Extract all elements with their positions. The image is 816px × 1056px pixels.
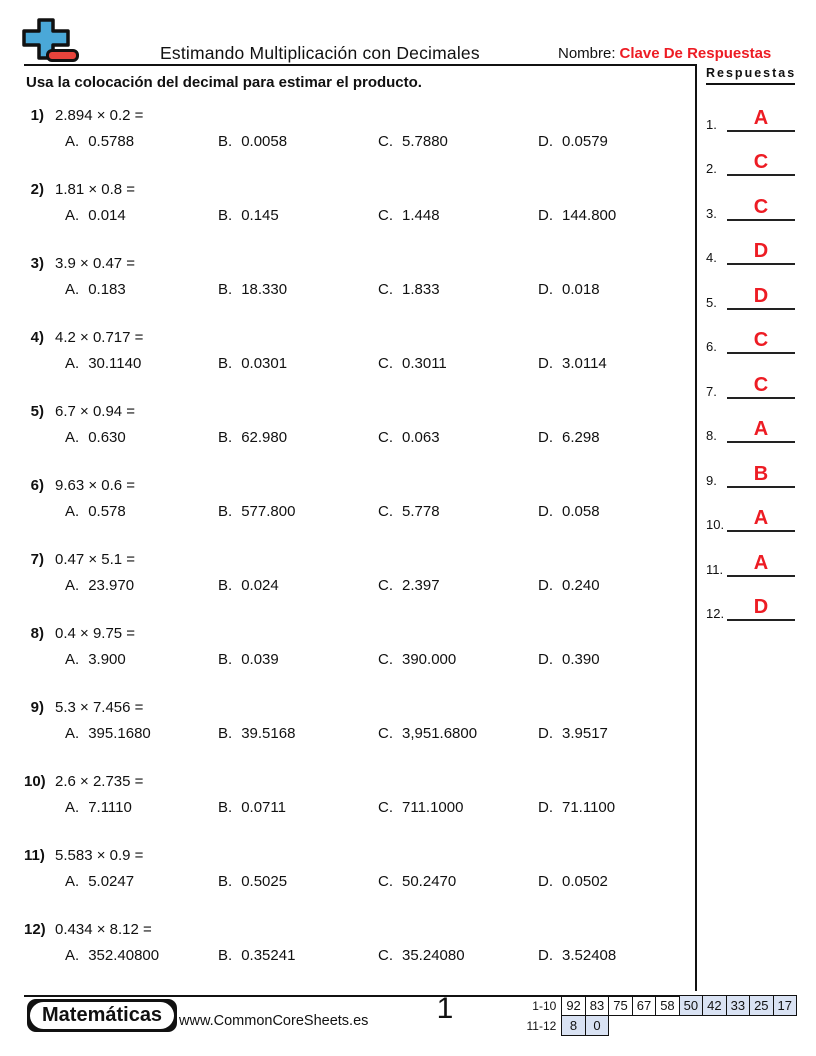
option-value: 1.448 xyxy=(402,207,440,224)
option-value: 3.900 xyxy=(88,651,126,668)
option-c xyxy=(378,946,538,965)
answer-blank xyxy=(727,375,795,399)
option-d xyxy=(538,946,692,965)
option-d xyxy=(538,206,692,225)
score-cell: 25 xyxy=(750,996,773,1016)
option-label: A. xyxy=(65,799,80,816)
question-prompt: 2.894 × 0.2 = xyxy=(55,107,144,124)
option-value: 0.024 xyxy=(241,577,279,594)
option-value: 5.7880 xyxy=(402,133,448,150)
question-item xyxy=(24,772,692,846)
option-value: 5.778 xyxy=(402,503,440,520)
option-value: 3.9517 xyxy=(562,725,608,742)
answer-number: 2. xyxy=(706,161,717,176)
option-value: 0.5025 xyxy=(241,873,288,890)
score-cell: 42 xyxy=(703,996,726,1016)
question-head xyxy=(24,180,692,199)
answer-letter: A xyxy=(753,507,769,529)
score-cell: 33 xyxy=(726,996,749,1016)
option-c xyxy=(378,576,538,595)
option-value: 0.0301 xyxy=(241,355,288,372)
answer-blank xyxy=(727,553,795,577)
score-row-label: 11-12 xyxy=(526,1018,557,1033)
option-value: 35.24080 xyxy=(402,947,465,964)
option-value: 0.240 xyxy=(562,577,600,594)
answer-row xyxy=(706,176,795,221)
answer-number: 8. xyxy=(706,428,717,443)
option-d xyxy=(538,132,692,151)
option-c xyxy=(378,280,538,299)
option-value: 1.833 xyxy=(402,281,440,298)
score-row xyxy=(527,996,797,1016)
option-b xyxy=(218,576,378,595)
option-c xyxy=(378,798,538,817)
question-item xyxy=(24,846,692,920)
options-row xyxy=(24,502,692,521)
option-value: 5.0247 xyxy=(88,873,135,890)
option-label: C. xyxy=(378,577,393,594)
page-title: Estimando Multiplicación con Decimales xyxy=(160,43,480,63)
answer-row xyxy=(706,399,795,444)
option-value: 395.1680 xyxy=(88,725,151,742)
answer-number: 9. xyxy=(706,472,717,488)
answer-number: 1. xyxy=(706,116,717,132)
option-value: 39.5168 xyxy=(241,725,296,742)
question-prompt: 5.3 × 7.456 = xyxy=(55,699,144,716)
option-label: A. xyxy=(65,873,80,890)
answer-number: 3. xyxy=(706,205,717,221)
answer-row xyxy=(706,221,795,266)
option-value: 352.40800 xyxy=(88,947,160,964)
option-value: 3,951.6800 xyxy=(402,725,478,742)
brand-badge-label: Matemáticas xyxy=(30,1002,174,1029)
answer-blank xyxy=(727,597,795,621)
option-value: 0.0579 xyxy=(562,133,608,150)
option-value: 0.3011 xyxy=(402,355,447,372)
question-number: 1) xyxy=(30,107,44,124)
answer-blank xyxy=(727,241,795,265)
option-label: D. xyxy=(538,503,553,520)
option-value: 0.014 xyxy=(88,207,126,224)
option-d xyxy=(538,576,692,595)
option-value: 0.390 xyxy=(562,651,600,668)
option-value: 0.058 xyxy=(562,503,600,520)
question-prompt: 3.9 × 0.47 = xyxy=(55,255,136,272)
answer-letter: D xyxy=(753,240,769,262)
questions-list xyxy=(24,106,692,994)
minus-icon xyxy=(46,49,79,62)
question-item xyxy=(24,920,692,994)
option-label: B. xyxy=(218,503,233,520)
option-value: 3.0114 xyxy=(562,355,607,372)
option-value: 0.0711 xyxy=(241,799,286,816)
option-label: C. xyxy=(378,947,393,964)
score-cell: 75 xyxy=(609,996,632,1016)
option-label: C. xyxy=(378,429,393,446)
question-prompt: 0.47 × 5.1 = xyxy=(55,551,136,568)
option-label: A. xyxy=(65,133,80,150)
options-row xyxy=(24,354,692,373)
question-number: 10) xyxy=(24,773,46,790)
option-b xyxy=(218,354,378,373)
question-number: 8) xyxy=(30,625,44,642)
option-value: 144.800 xyxy=(562,207,617,224)
option-label: D. xyxy=(538,873,553,890)
question-head xyxy=(24,254,692,273)
question-head xyxy=(24,476,692,495)
option-label: A. xyxy=(65,429,80,446)
answer-number: 11. xyxy=(706,561,724,577)
option-value: 3.52408 xyxy=(562,947,617,964)
option-d xyxy=(538,650,692,669)
option-b xyxy=(218,872,378,891)
option-value: 711.1000 xyxy=(402,799,464,816)
answer-letter: D xyxy=(753,284,769,307)
answers-list xyxy=(706,87,795,621)
option-c xyxy=(378,132,538,151)
option-label: B. xyxy=(218,725,233,742)
option-value: 18.330 xyxy=(241,281,288,298)
option-a xyxy=(65,354,218,373)
answer-row xyxy=(706,265,795,310)
website-url: www.CommonCoreSheets.es xyxy=(179,1013,369,1029)
options-row xyxy=(24,132,692,151)
answer-row xyxy=(706,310,795,355)
question-item xyxy=(24,624,692,698)
answer-blank xyxy=(727,152,795,176)
question-item xyxy=(24,476,692,550)
option-label: B. xyxy=(218,651,233,668)
option-value: 0.0058 xyxy=(241,133,288,150)
option-value: 7.1110 xyxy=(88,799,132,816)
option-a xyxy=(65,946,218,965)
answers-panel xyxy=(706,66,795,621)
option-a xyxy=(65,650,218,669)
option-label: D. xyxy=(538,947,553,964)
options-row xyxy=(24,280,692,299)
option-d xyxy=(538,724,692,743)
option-value: 0.0502 xyxy=(562,873,608,890)
option-a xyxy=(65,724,218,743)
options-row xyxy=(24,946,692,965)
answer-letter: A xyxy=(753,551,769,574)
question-prompt: 6.7 × 0.94 = xyxy=(55,403,136,420)
option-a xyxy=(65,798,218,817)
option-label: D. xyxy=(538,725,553,742)
answer-blank xyxy=(727,419,795,443)
option-d xyxy=(538,502,692,521)
answer-letter: B xyxy=(753,462,769,485)
option-b xyxy=(218,206,378,225)
question-number: 3) xyxy=(30,255,44,272)
option-a xyxy=(65,502,218,521)
question-head xyxy=(24,550,692,569)
option-b xyxy=(218,502,378,521)
option-c xyxy=(378,428,538,447)
question-head xyxy=(24,402,692,421)
option-a xyxy=(65,428,218,447)
answer-row xyxy=(706,132,795,177)
question-head xyxy=(24,772,692,791)
option-c xyxy=(378,724,538,743)
answer-row xyxy=(706,532,795,577)
option-b xyxy=(218,132,378,151)
score-row-label: 1-10 xyxy=(532,998,557,1013)
question-item xyxy=(24,698,692,772)
question-prompt: 1.81 × 0.8 = xyxy=(55,181,136,198)
option-a xyxy=(65,132,218,151)
question-number: 9) xyxy=(30,699,44,716)
answer-row xyxy=(706,443,795,488)
option-label: C. xyxy=(378,725,393,742)
score-cell: 50 xyxy=(679,996,702,1016)
option-label: A. xyxy=(65,355,80,372)
answer-letter: C xyxy=(753,195,769,218)
question-number: 2) xyxy=(30,181,44,198)
answer-number: 7. xyxy=(706,383,717,399)
name-value: Clave De Respuestas xyxy=(619,45,772,62)
options-row xyxy=(24,724,692,743)
answer-number: 5. xyxy=(706,294,717,310)
option-label: C. xyxy=(378,355,393,372)
answers-panel-title: Respuestas xyxy=(706,66,795,85)
option-label: A. xyxy=(65,651,80,668)
header-divider xyxy=(24,64,696,66)
option-a xyxy=(65,280,218,299)
answer-row xyxy=(706,488,795,533)
option-c xyxy=(378,206,538,225)
option-c xyxy=(378,650,538,669)
math-logo xyxy=(22,18,82,66)
option-label: D. xyxy=(538,133,553,150)
sidebar-divider xyxy=(695,64,697,991)
answer-row xyxy=(706,354,795,399)
option-d xyxy=(538,798,692,817)
question-prompt: 2.6 × 2.735 = xyxy=(55,773,144,790)
option-a xyxy=(65,206,218,225)
option-value: 577.800 xyxy=(241,503,296,520)
option-b xyxy=(218,724,378,743)
question-item xyxy=(24,402,692,476)
option-value: 2.397 xyxy=(402,577,440,594)
answer-row xyxy=(706,577,795,622)
answer-blank xyxy=(727,197,795,221)
option-label: D. xyxy=(538,281,553,298)
question-head xyxy=(24,624,692,643)
options-row xyxy=(24,798,692,817)
option-label: D. xyxy=(538,429,553,446)
option-d xyxy=(538,872,692,891)
answer-blank xyxy=(727,286,795,310)
option-value: 50.2470 xyxy=(402,873,457,890)
question-item xyxy=(24,106,692,180)
option-a xyxy=(65,872,218,891)
question-number: 4) xyxy=(30,329,44,346)
option-b xyxy=(218,946,378,965)
question-prompt: 4.2 × 0.717 = xyxy=(55,329,144,346)
question-head xyxy=(24,328,692,347)
score-cell: 67 xyxy=(632,996,655,1016)
option-label: B. xyxy=(218,355,233,372)
option-label: B. xyxy=(218,281,233,298)
question-item xyxy=(24,180,692,254)
option-value: 62.980 xyxy=(241,429,288,446)
option-label: C. xyxy=(378,873,393,890)
option-label: C. xyxy=(378,281,393,298)
option-value: 0.183 xyxy=(88,281,126,298)
question-number: 12) xyxy=(24,921,46,938)
score-cell: 83 xyxy=(585,996,608,1016)
option-value: 71.1100 xyxy=(562,799,616,816)
answer-letter: A xyxy=(753,106,769,129)
option-d xyxy=(538,354,692,373)
option-value: 0.063 xyxy=(402,429,440,446)
option-label: B. xyxy=(218,133,233,150)
option-label: D. xyxy=(538,577,553,594)
option-label: C. xyxy=(378,651,393,668)
option-label: C. xyxy=(378,503,393,520)
options-row xyxy=(24,576,692,595)
option-a xyxy=(65,576,218,595)
option-value: 0.018 xyxy=(562,281,600,298)
score-cell: 8 xyxy=(562,1016,585,1036)
question-head xyxy=(24,698,692,717)
option-label: D. xyxy=(538,651,553,668)
option-label: D. xyxy=(538,207,553,224)
question-prompt: 5.583 × 0.9 = xyxy=(55,847,144,864)
option-c xyxy=(378,872,538,891)
instruction-text: Usa la colocación del decimal para estimar el producto. xyxy=(26,74,422,91)
option-label: D. xyxy=(538,799,553,816)
question-prompt: 0.434 × 8.12 = xyxy=(55,921,152,938)
option-label: A. xyxy=(65,725,80,742)
option-value: 23.970 xyxy=(88,577,135,594)
option-label: C. xyxy=(378,799,393,816)
answer-letter: C xyxy=(753,373,769,396)
option-label: B. xyxy=(218,873,233,890)
question-head xyxy=(24,846,692,865)
option-label: B. xyxy=(218,947,233,964)
answer-blank xyxy=(727,508,795,532)
answer-blank xyxy=(727,464,795,488)
option-value: 0.35241 xyxy=(241,947,296,964)
options-row xyxy=(24,428,692,447)
question-number: 5) xyxy=(30,403,44,420)
name-field xyxy=(558,45,771,62)
option-b xyxy=(218,428,378,447)
option-label: D. xyxy=(538,355,553,372)
answer-number: 6. xyxy=(706,339,717,354)
question-item xyxy=(24,328,692,402)
options-row xyxy=(24,872,692,891)
option-label: B. xyxy=(218,207,233,224)
option-d xyxy=(538,280,692,299)
options-row xyxy=(24,206,692,225)
answer-blank xyxy=(727,108,795,132)
option-c xyxy=(378,354,538,373)
question-number: 7) xyxy=(30,551,44,568)
brand-badge xyxy=(27,999,177,1032)
option-c xyxy=(378,502,538,521)
option-value: 390.000 xyxy=(402,651,457,668)
answer-letter: C xyxy=(753,329,769,351)
answer-number: 12. xyxy=(706,606,725,621)
score-cell: 0 xyxy=(585,1016,608,1036)
option-b xyxy=(218,650,378,669)
option-b xyxy=(218,280,378,299)
option-value: 0.578 xyxy=(88,503,126,520)
option-label: B. xyxy=(218,577,233,594)
option-value: 30.1140 xyxy=(88,355,142,372)
question-number: 6) xyxy=(30,477,44,494)
question-head xyxy=(24,920,692,939)
option-value: 6.298 xyxy=(562,429,600,446)
option-value: 0.145 xyxy=(241,207,279,224)
answer-row xyxy=(706,87,795,132)
option-label: A. xyxy=(65,577,80,594)
option-label: A. xyxy=(65,207,80,224)
answer-letter: A xyxy=(753,418,769,440)
option-b xyxy=(218,798,378,817)
answer-number: 10. xyxy=(706,517,725,532)
answer-blank xyxy=(727,330,795,354)
score-cell: 17 xyxy=(773,996,796,1016)
option-d xyxy=(538,428,692,447)
option-label: A. xyxy=(65,503,80,520)
question-number: 11) xyxy=(24,847,45,864)
question-item xyxy=(24,254,692,328)
page-number: 1 xyxy=(436,992,454,1025)
question-prompt: 9.63 × 0.6 = xyxy=(55,477,136,494)
answer-number: 4. xyxy=(706,250,717,265)
score-cell: 92 xyxy=(562,996,585,1016)
option-label: A. xyxy=(65,281,80,298)
question-head xyxy=(24,106,692,125)
option-value: 0.039 xyxy=(241,651,279,668)
answer-letter: C xyxy=(753,151,769,173)
score-cell: 58 xyxy=(656,996,679,1016)
answer-letter: D xyxy=(753,596,769,618)
option-label: C. xyxy=(378,133,393,150)
score-row xyxy=(527,1016,797,1036)
option-value: 0.5788 xyxy=(88,133,135,150)
option-label: B. xyxy=(218,429,233,446)
name-label: Nombre: xyxy=(558,45,616,62)
option-label: A. xyxy=(65,947,80,964)
option-value: 0.630 xyxy=(88,429,126,446)
question-item xyxy=(24,550,692,624)
question-prompt: 0.4 × 9.75 = xyxy=(55,625,136,642)
option-label: B. xyxy=(218,799,233,816)
options-row xyxy=(24,650,692,669)
score-table xyxy=(527,995,798,1036)
option-label: C. xyxy=(378,207,393,224)
